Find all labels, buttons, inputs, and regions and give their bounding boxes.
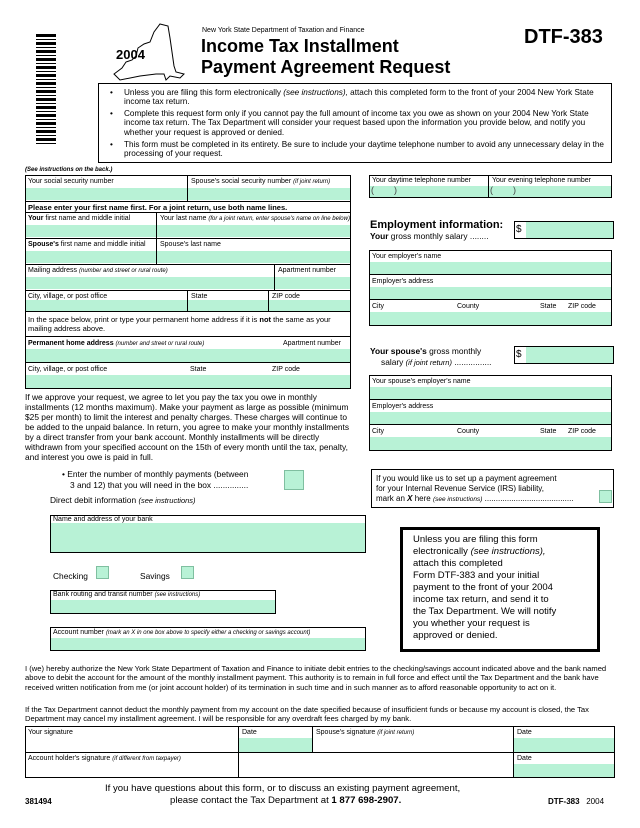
spouse-employer-county-label: County (457, 428, 480, 435)
state-label: State (191, 293, 208, 300)
perm-city-state-zip-input[interactable] (26, 375, 350, 388)
zip-label: ZIP code (272, 293, 300, 300)
permanent-address-input[interactable] (26, 349, 350, 362)
holder-date-label: Date (517, 755, 532, 762)
spouse-signature-label: Spouse's signature (if joint return) (316, 729, 415, 736)
form-title-line1: Income Tax Installment (201, 36, 399, 56)
barcode (36, 34, 56, 146)
holder-date-input[interactable] (514, 764, 614, 777)
spouse-employer-name-label: Your spouse's employer's name (372, 378, 471, 385)
employer-city-input[interactable] (370, 312, 611, 325)
ssn-input[interactable] (26, 188, 187, 200)
city-label: City, village, or post office (28, 293, 108, 300)
spouse-employer-name-input[interactable] (370, 387, 611, 399)
spouse-last-name-label: Spouse's last name (160, 241, 221, 248)
spouse-employer-address-label: Employer's address (372, 403, 434, 410)
zip-input[interactable] (269, 300, 350, 311)
your-signature-label: Your signature (28, 729, 73, 736)
eve-phone-area-code: ( ) (490, 185, 516, 195)
agency-name: New York State Department of Taxation and Finance (202, 27, 365, 34)
state-input[interactable] (188, 300, 268, 311)
spouse-ssn-input[interactable] (188, 188, 350, 200)
see-instructions-note: (See instructions on the back.) (25, 167, 113, 173)
day-phone-area-code: ( ) (371, 185, 397, 195)
irs-line1: If you would like us to set up a payment agreement (376, 474, 557, 483)
months-prompt-line2: 3 and 12) that you will need in the box ............... (70, 480, 249, 490)
perm-city-label: City, village, or post office (28, 366, 108, 373)
spouse-employer-zip-label: ZIP code (568, 428, 596, 435)
employer-zip-label: ZIP code (568, 303, 596, 310)
spouse-employer-state-label: State (540, 428, 557, 435)
savings-label: Savings (140, 571, 170, 581)
permanent-address-note: In the space below, print or type your permanent home address if it is not the same as your mailing address above. (28, 315, 331, 333)
mailing-address-label: Mailing address (number and street or rural route) (28, 267, 168, 274)
authorization-text: I (we) hereby authorize the New York State Department of Taxation and Finance to initiate debit entries to the checking/savings account indicated above and the bank named above to debit the account for the amount of the monthly installment payment. This authority is to remain in full force and effect until the Tax Department and the bank have received written notification from me (or joint account holder) of its termination in such time and in such manner as to afford reasonable opportunity to act on it. (25, 664, 607, 692)
instruction-1: • Unless you are filing this form electronically (see instructions), attach this completed form to the front of your 2004 New York State income tax return. (110, 88, 594, 107)
agreement-text: If we approve your request, we agree to let you pay the tax you owe in monthly installments (12 months maximum). Make your payment as large as possible (minimum $25 per month) to limit the interest and penalty charges. These charges will continue to be added to the unpaid balance. In return, you agree to make your monthly installments by a direct transfer from your bank account. Monthly installments will be directly withdrawn from your specified account on the 15th of every month until the tax, penalty, and interest you owe is paid in full. (25, 392, 350, 462)
salary-label: Your gross monthly salary ........ (370, 231, 489, 241)
spouse-salary-input[interactable] (526, 347, 613, 363)
employer-state-label: State (540, 303, 557, 310)
perm-state-label: State (190, 366, 207, 373)
employer-address-label: Employer's address (372, 278, 434, 285)
instruction-2: • Complete this request form only if you cannot pay the full amount of income tax you owe as shown on your 2004 New York State income tax return. The Tax Department will consider your request based upon the information you provide below, and notify you whether your request is approved or denied. (110, 109, 589, 137)
footer-form-code: DTF-383 2004 (548, 797, 605, 806)
spouse-last-name-input[interactable] (157, 251, 350, 263)
first-name-input[interactable] (26, 225, 156, 237)
form-code: DTF-383 (524, 26, 603, 48)
spouse-employer-city-input[interactable] (370, 437, 611, 450)
perm-apartment-label: Apartment number (283, 340, 341, 347)
employer-name-input[interactable] (370, 262, 611, 274)
footer-code-left: 381494 (25, 797, 52, 806)
monthly-payments-input[interactable] (284, 470, 304, 490)
bank-name-label: Name and address of your bank (53, 516, 153, 523)
mailing-address-input[interactable] (26, 277, 274, 289)
form-title-line2: Payment Agreement Request (201, 57, 451, 77)
salary-dollar: $ (516, 224, 522, 235)
spouse-first-name-label: Spouse's first name and middle initial (28, 241, 146, 248)
spouse-salary-label: Your spouse's gross monthly (370, 346, 482, 356)
spouse-salary-label2: salary (if joint return) ................ (381, 357, 492, 367)
direct-debit-label: Direct debit information (see instructions) (50, 495, 196, 505)
perm-zip-label: ZIP code (272, 366, 300, 373)
city-input[interactable] (26, 300, 187, 311)
routing-label: Bank routing and transit number (see instructions) (53, 591, 201, 598)
cancel-text: If the Tax Department cannot deduct the monthly payment from my account on the date specified because of insufficient funds or because my account is closed, the Tax Department may cancel my installment agreement. I will be responsible for any overdraft fees charged by my bank. (25, 705, 589, 724)
form-year: 2004 (116, 47, 145, 62)
spouse-first-name-input[interactable] (26, 251, 156, 263)
footer-question-line2: please contact the Tax Department at 1 877 698-2907. (170, 795, 402, 806)
permanent-address-label: Permanent home address (number and street or rural route) (28, 340, 205, 347)
employer-city-label: City (372, 303, 385, 310)
checking-label: Checking (53, 571, 88, 581)
employer-name-label: Your employer's name (372, 253, 442, 260)
apartment-input[interactable] (275, 277, 350, 289)
checking-checkbox[interactable] (96, 566, 109, 579)
salary-input[interactable] (526, 222, 613, 238)
months-prompt-line1: • Enter the number of monthly payments (between (62, 469, 249, 479)
your-date-label: Date (242, 729, 257, 736)
routing-input[interactable] (51, 600, 275, 613)
eve-phone-label: Your evening telephone number (492, 177, 591, 184)
irs-checkbox[interactable] (599, 490, 612, 503)
apartment-label: Apartment number (278, 267, 336, 274)
irs-line2: for your Internal Revenue Service (IRS) liability, (376, 484, 544, 493)
account-label: Account number (mark an X in one box above to specify either a checking or savings account) (53, 629, 311, 636)
name-note: Please enter your first name first. For a joint return, use both name lines. (28, 203, 288, 212)
savings-checkbox[interactable] (181, 566, 194, 579)
instruction-3: • This form must be completed in its entirety. Be sure to include your daytime telephone number to avoid any unnecessary delay in the processing of your request. (110, 140, 604, 159)
day-phone-label: Your daytime telephone number (372, 177, 471, 184)
account-input[interactable] (51, 638, 365, 650)
first-name-label: Your first name and middle initial (28, 215, 131, 222)
spouse-date-label: Date (517, 729, 532, 736)
spouse-date-input[interactable] (514, 738, 614, 752)
bank-name-input[interactable] (51, 523, 365, 552)
last-name-label: Your last name (for a joint return, enter spouse's name on line below) (160, 215, 350, 222)
spouse-employer-city-label: City (372, 428, 385, 435)
spouse-ssn-label: Spouse's social security number (if joint return) (191, 178, 331, 185)
employer-address-input[interactable] (370, 287, 611, 299)
holder-signature-label: Account holder's signature (if different from taxpayer) (28, 755, 181, 762)
footer-question-line1: If you have questions about this form, or to discuss an existing payment agreement, (105, 783, 461, 794)
employer-county-label: County (457, 303, 480, 310)
spouse-employer-address-input[interactable] (370, 412, 611, 424)
ssn-label: Your social security number (28, 178, 114, 185)
employment-title: Employment information: (370, 219, 504, 231)
irs-line3: mark an X here (see instructions) ........................................ (376, 494, 574, 503)
last-name-input[interactable] (157, 225, 350, 237)
notice-text: Unless you are filing this form electronically (see instructions), attach this completed Form DTF-383 and your initial payment to the front of your 2004 income tax return, and send it to the Tax Department. We will notify you whether your request is approved or denied. (413, 534, 557, 641)
your-date-input[interactable] (239, 738, 312, 752)
spouse-salary-dollar: $ (516, 349, 522, 360)
